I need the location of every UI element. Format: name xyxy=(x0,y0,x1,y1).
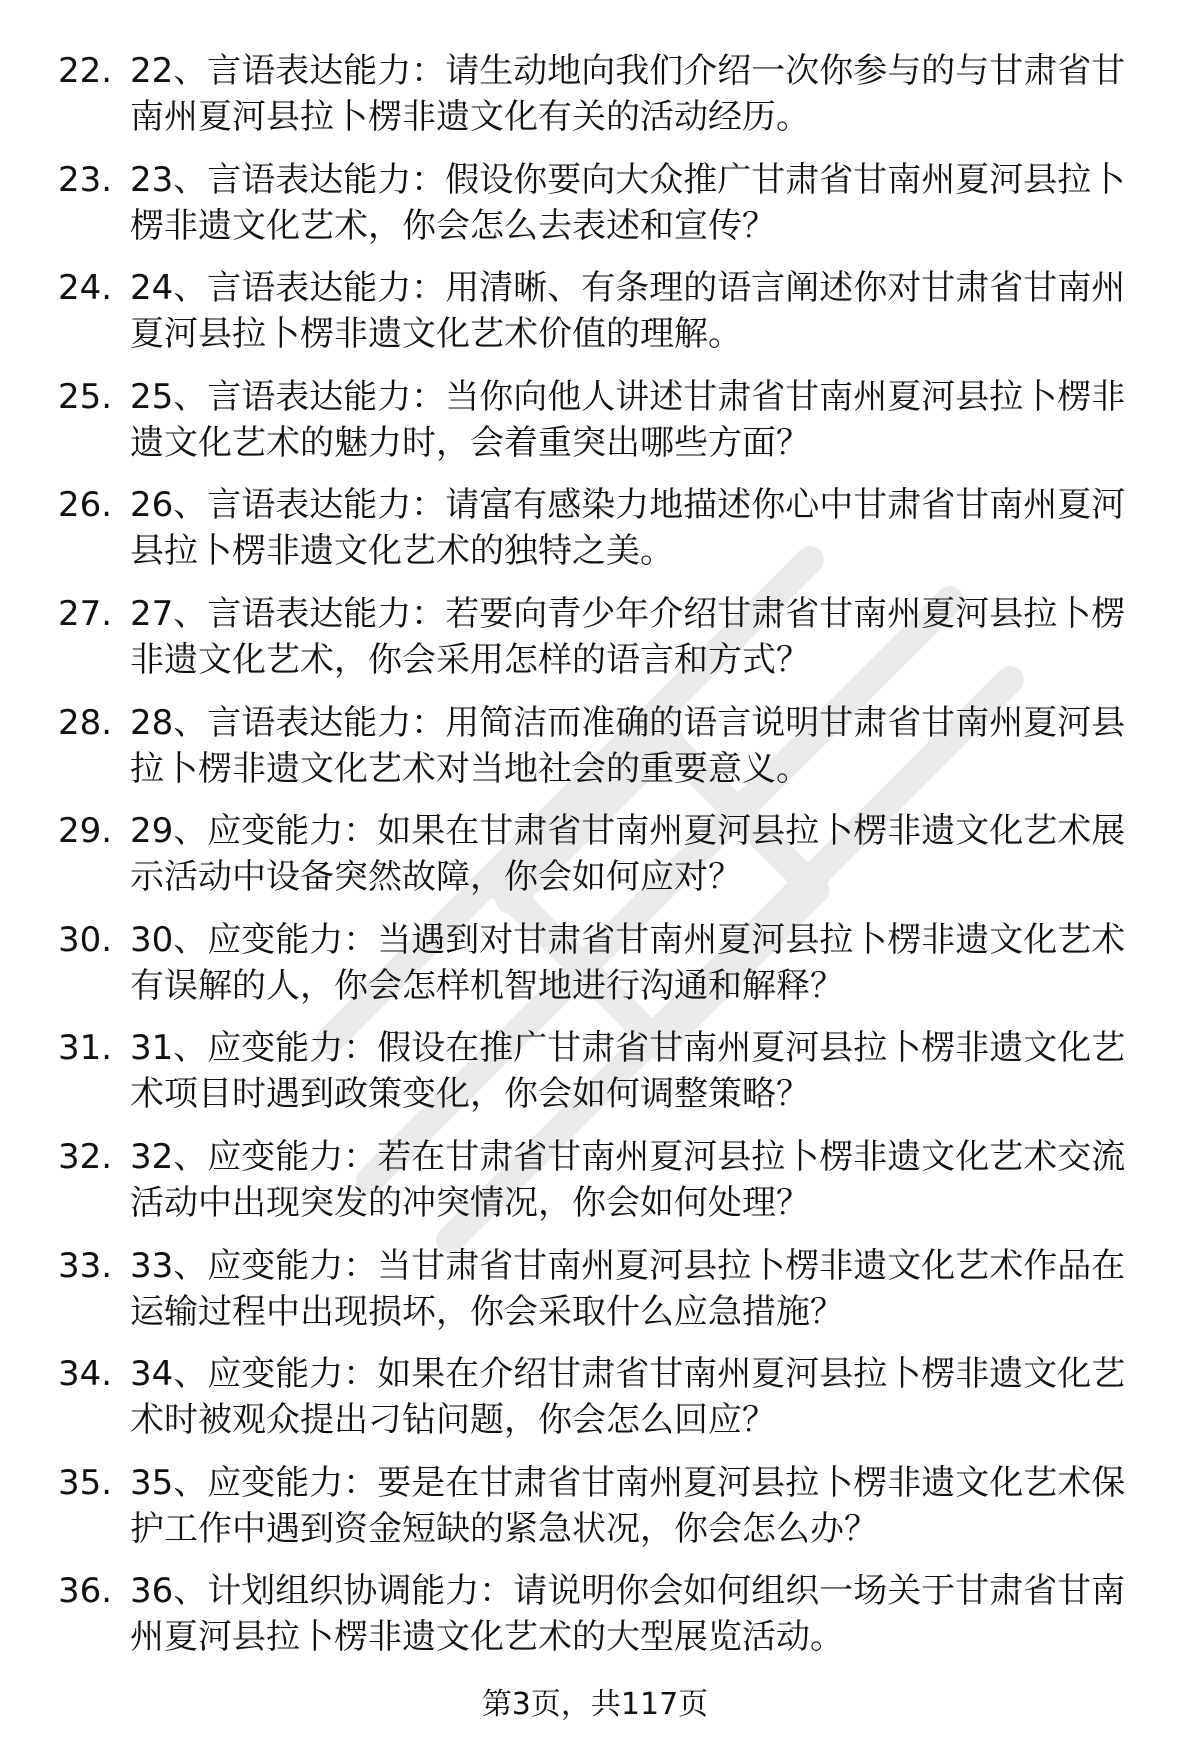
question-item xyxy=(0,1460,1190,1569)
question-item xyxy=(0,1025,1190,1134)
question-text: 30、应变能力：当遇到对甘肃省甘南州夏河县拉卜楞非遗文化艺术有误解的人，你会怎样机智地进行沟通和解释？ xyxy=(130,919,1126,1006)
question-number: 36. xyxy=(58,1571,113,1612)
question-text: 31、应变能力：假设在推广甘肃省甘南州夏河县拉卜楞非遗文化艺术项目时遇到政策变化，你会如何调整策略？ xyxy=(130,1028,1126,1115)
question-text: 28、言语表达能力：用简洁而准确的语言说明甘肃省甘南州夏河县拉卜楞非遗文化艺术对当地社会的重要意义。 xyxy=(130,702,1126,789)
question-item xyxy=(0,1243,1190,1352)
question-item xyxy=(0,700,1190,809)
question-item xyxy=(0,157,1190,266)
page-footer: 第3页，共117页 xyxy=(481,1687,709,1722)
question-number: 27. xyxy=(58,593,113,634)
question-number: 24. xyxy=(58,268,113,309)
question-number: 33. xyxy=(58,1245,113,1286)
question-text: 34、应变能力：如果在介绍甘肃省甘南州夏河县拉卜楞非遗文化艺术时被观众提出刁钻问题，你会怎么回应？ xyxy=(130,1354,1126,1441)
question-text: 25、言语表达能力：当你向他人讲述甘肃省甘南州夏河县拉卜楞非遗文化艺术的魅力时，会着重突出哪些方面？ xyxy=(130,376,1126,463)
question-item xyxy=(0,1351,1190,1460)
question-list xyxy=(0,48,1190,1677)
question-item xyxy=(0,48,1190,157)
question-number: 28. xyxy=(58,702,113,743)
question-text: 23、言语表达能力：假设你要向大众推广甘肃省甘南州夏河县拉卜楞非遗文化艺术，你会怎么去表述和宣传？ xyxy=(130,159,1126,246)
question-text: 27、言语表达能力：若要向青少年介绍甘肃省甘南州夏河县拉卜楞非遗文化艺术，你会采用怎样的语言和方式？ xyxy=(130,593,1126,680)
question-number: 22. xyxy=(58,51,113,91)
question-item xyxy=(0,808,1190,917)
question-item xyxy=(0,482,1190,591)
question-text: 26、言语表达能力：请富有感染力地描述你心中甘肃省甘南州夏河县拉卜楞非遗文化艺术的独特之美。 xyxy=(130,485,1126,572)
question-number: 30. xyxy=(58,919,113,960)
question-item xyxy=(0,591,1190,700)
question-number: 23. xyxy=(58,159,113,200)
question-number: 34. xyxy=(58,1354,113,1395)
question-text: 36、计划组织协调能力：请说明你会如何组织一场关于甘肃省甘南州夏河县拉卜楞非遗文化艺术的大型展览活动。 xyxy=(130,1571,1126,1658)
question-item xyxy=(0,374,1190,483)
question-number: 25. xyxy=(58,376,113,417)
question-text: 29、应变能力：如果在甘肃省甘南州夏河县拉卜楞非遗文化艺术展示活动中设备突然故障，你会如何应对？ xyxy=(130,811,1126,898)
question-number: 29. xyxy=(58,811,113,852)
question-number: 35. xyxy=(58,1462,113,1503)
question-text: 33、应变能力：当甘肃省甘南州夏河县拉卜楞非遗文化艺术作品在运输过程中出现损坏，你会采取什么应急措施？ xyxy=(130,1245,1126,1332)
question-item xyxy=(0,917,1190,1026)
question-number: 32. xyxy=(58,1136,113,1177)
question-item xyxy=(0,1134,1190,1243)
question-text: 22、言语表达能力：请生动地向我们介绍一次你参与的与甘肃省甘南州夏河县拉卜楞非遗文化有关的活动经历。 xyxy=(130,51,1126,137)
question-number: 26. xyxy=(58,485,113,526)
question-item xyxy=(0,1568,1190,1677)
question-item xyxy=(0,265,1190,374)
question-number: 31. xyxy=(58,1028,113,1069)
question-text: 24、言语表达能力：用清晰、有条理的语言阐述你对甘肃省甘南州夏河县拉卜楞非遗文化艺术价值的理解。 xyxy=(130,268,1126,355)
question-text: 32、应变能力：若在甘肃省甘南州夏河县拉卜楞非遗文化艺术交流活动中出现突发的冲突情况，你会如何处理？ xyxy=(130,1136,1126,1223)
question-text: 35、应变能力：要是在甘肃省甘南州夏河县拉卜楞非遗文化艺术保护工作中遇到资金短缺的紧急状况，你会怎么办？ xyxy=(130,1462,1126,1549)
